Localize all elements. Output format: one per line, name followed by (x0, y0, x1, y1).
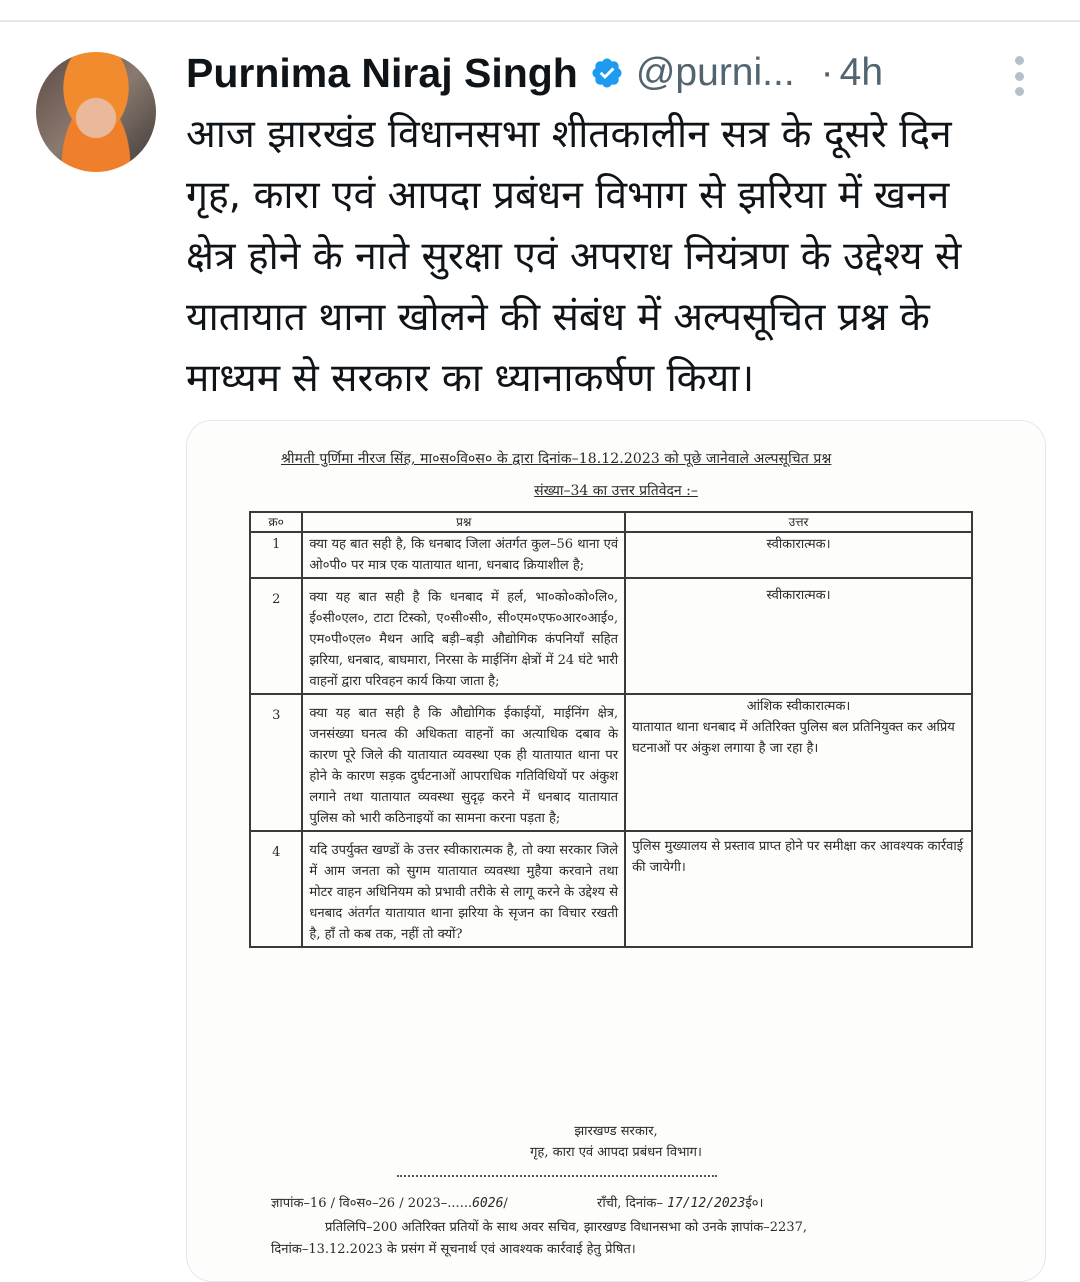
ref-suffix: / (503, 1196, 508, 1211)
table-row (250, 578, 972, 694)
date-handwritten: 17/12/2023 (667, 1196, 746, 1211)
row-answer (625, 694, 972, 831)
answer-text: यातायात थाना धनबाद में अतिरिक्त पुलिस बल प्रतिनियुक्त कर अप्रिय घटनाओं पर अंकुश लगाया है जा रहा है। (632, 720, 955, 756)
table-row (250, 831, 972, 947)
answer-heading: स्वीकारात्मक। (766, 588, 831, 603)
copy-line2: दिनांक–13.12.2023 के प्रसंग में सूचनार्थ एवं आवश्यक कार्रवाई हेतु प्रेषित। (271, 1242, 636, 1257)
tweet-text-line: माध्यम से सरकार का ध्यानाकर्षण किया। (186, 356, 755, 401)
table-row (250, 532, 972, 578)
separator-dot: · (820, 51, 834, 94)
ref-handwritten: 6026 (472, 1196, 504, 1211)
date-prefix: राँची, दिनांक– (597, 1196, 663, 1211)
more-options-icon[interactable] (1010, 56, 1028, 96)
tweet-header (186, 48, 1046, 98)
row-question: क्या यह बात सही है कि औद्योगिक ईकाईयों, माईनिंग क्षेत्र, जनसंख्या घनत्व की अधिकता वाहनों का अत्याधिक दबाव के कारण पूरे जिले की यातायात व्यवस्था एक ही यातायात थाना पर होने के कारण सड़क दुर्घटनाओं आपराधिक गतिविधियों पर अंकुश लगाने तथा यातायात व्यवस्था सुदृढ़ करने में धनबाद यातायात पुलिस को भारी कठिनाइयों का सामना करना पड़ता है; (302, 694, 625, 831)
tweet-text-line: यातायात थाना खोलने की संबंध में अल्पसूचित प्रश्न के (186, 295, 930, 340)
ref-prefix: ज्ञापांक–16 / वि०स०–26 / 2023–...... (271, 1196, 473, 1211)
row-answer (625, 831, 972, 947)
copy-line1: प्रतिलिपि–200 अतिरिक्त प्रतियों के साथ अवर सचिव, झारखण्ड विधानसभा को उनके ज्ञापांक–2237, (325, 1220, 807, 1235)
row-question: यदि उपर्युक्त खण्डों के उत्तर स्वीकारात्मक है, तो क्या सरकार जिले में आम जनता को सुगम यातायात व्यवस्था मुहैया करवाने तथा मोटर वाहन अधिनियम को प्रभावी तरीके से लागू करने के उद्देश्य से धनबाद अंतर्गत यातायात थाना झरिया के सृजन का विचार रखती है, हाँ तो कब तक, नहीं तो क्यों? (302, 831, 625, 947)
signature-line1: झारखण्ड सरकार, (574, 1124, 658, 1139)
document-title-line2: संख्या–34 का उत्तर प्रतिवेदन :– (534, 483, 698, 499)
answer-heading: स्वीकारात्मक। (766, 537, 831, 552)
answer-text: पुलिस मुख्यालय से प्रस्ताव प्राप्त होने पर समीक्षा कर आवश्यक कार्रवाई की जायेगी। (632, 839, 964, 875)
row-question: क्या यह बात सही है कि धनबाद में हर्ल, भा०को०को०लि०, ई०सी०एल०, टाटा टिस्को, ए०सी०सी०, सी०एम०एफ०आर०आई०, एम०पी०एल० मैथन आदि बड़ी–बड़ी औद्योगिक कंपनियाँ सहित झरिया, धनबाद, बाघमारा, निरसा के माईनिंग क्षेत्रों में 24 घंटे भारी वाहनों द्वारा परिवहन कार्य किया जाता है; (302, 578, 625, 694)
header-serial: क्र० (250, 512, 302, 532)
tweet-text-line: क्षेत्र होने के नाते सुरक्षा एवं अपराध नियंत्रण के उद्देश्य से (186, 234, 962, 279)
signature-block (187, 1121, 1045, 1163)
table-header-row (250, 512, 972, 532)
header-question: प्रश्न (302, 512, 625, 532)
avatar[interactable] (36, 52, 156, 172)
question-answer-table (249, 511, 973, 948)
author-name[interactable]: Purnima Niraj Singh (186, 49, 578, 96)
answer-heading: आंशिक स्वीकारात्मक। (746, 699, 851, 714)
date-suffix: ई०। (745, 1196, 764, 1211)
row-question: क्या यह बात सही है, कि धनबाद जिला अंतर्गत कुल–56 थाना एवं ओ०पी० पर मात्र एक यातायात थाना, धनबाद क्रियाशील है; (302, 532, 625, 578)
tweet-text (186, 104, 1056, 409)
tweet-text-line: आज झारखंड विधानसभा शीतकालीन सत्र के दूसरे दिन (186, 112, 952, 157)
row-answer (625, 578, 972, 694)
row-number: 1 (250, 532, 302, 578)
row-number: 3 (250, 694, 302, 831)
reference-number (271, 1193, 508, 1211)
place-date (597, 1193, 763, 1211)
table-row (250, 694, 972, 831)
verified-badge-icon[interactable] (590, 56, 624, 90)
tweet-text-line: गृह, कारा एवं आपदा प्रबंधन विभाग से झरिया में खनन (186, 173, 950, 218)
divider-line (397, 1171, 717, 1177)
row-number: 2 (250, 578, 302, 694)
signature-line2: गृह, कारा एवं आपदा प्रबंधन विभाग। (530, 1145, 702, 1160)
row-number: 4 (250, 831, 302, 947)
timestamp[interactable]: 4h (839, 51, 884, 94)
header-answer: उत्तर (625, 512, 972, 532)
document-title-line1: श्रीमती पुर्णिमा नीरज सिंह, मा०स०वि०स० के द्वारा दिनांक–18.12.2023 को पूछे जानेवाले अल्पसूचित प्रश्न (281, 451, 832, 467)
scanned-document (187, 421, 1045, 1281)
top-divider (0, 20, 1080, 22)
attached-image[interactable] (186, 420, 1046, 1282)
author-handle[interactable]: @purni... (635, 51, 795, 94)
row-answer (625, 532, 972, 578)
